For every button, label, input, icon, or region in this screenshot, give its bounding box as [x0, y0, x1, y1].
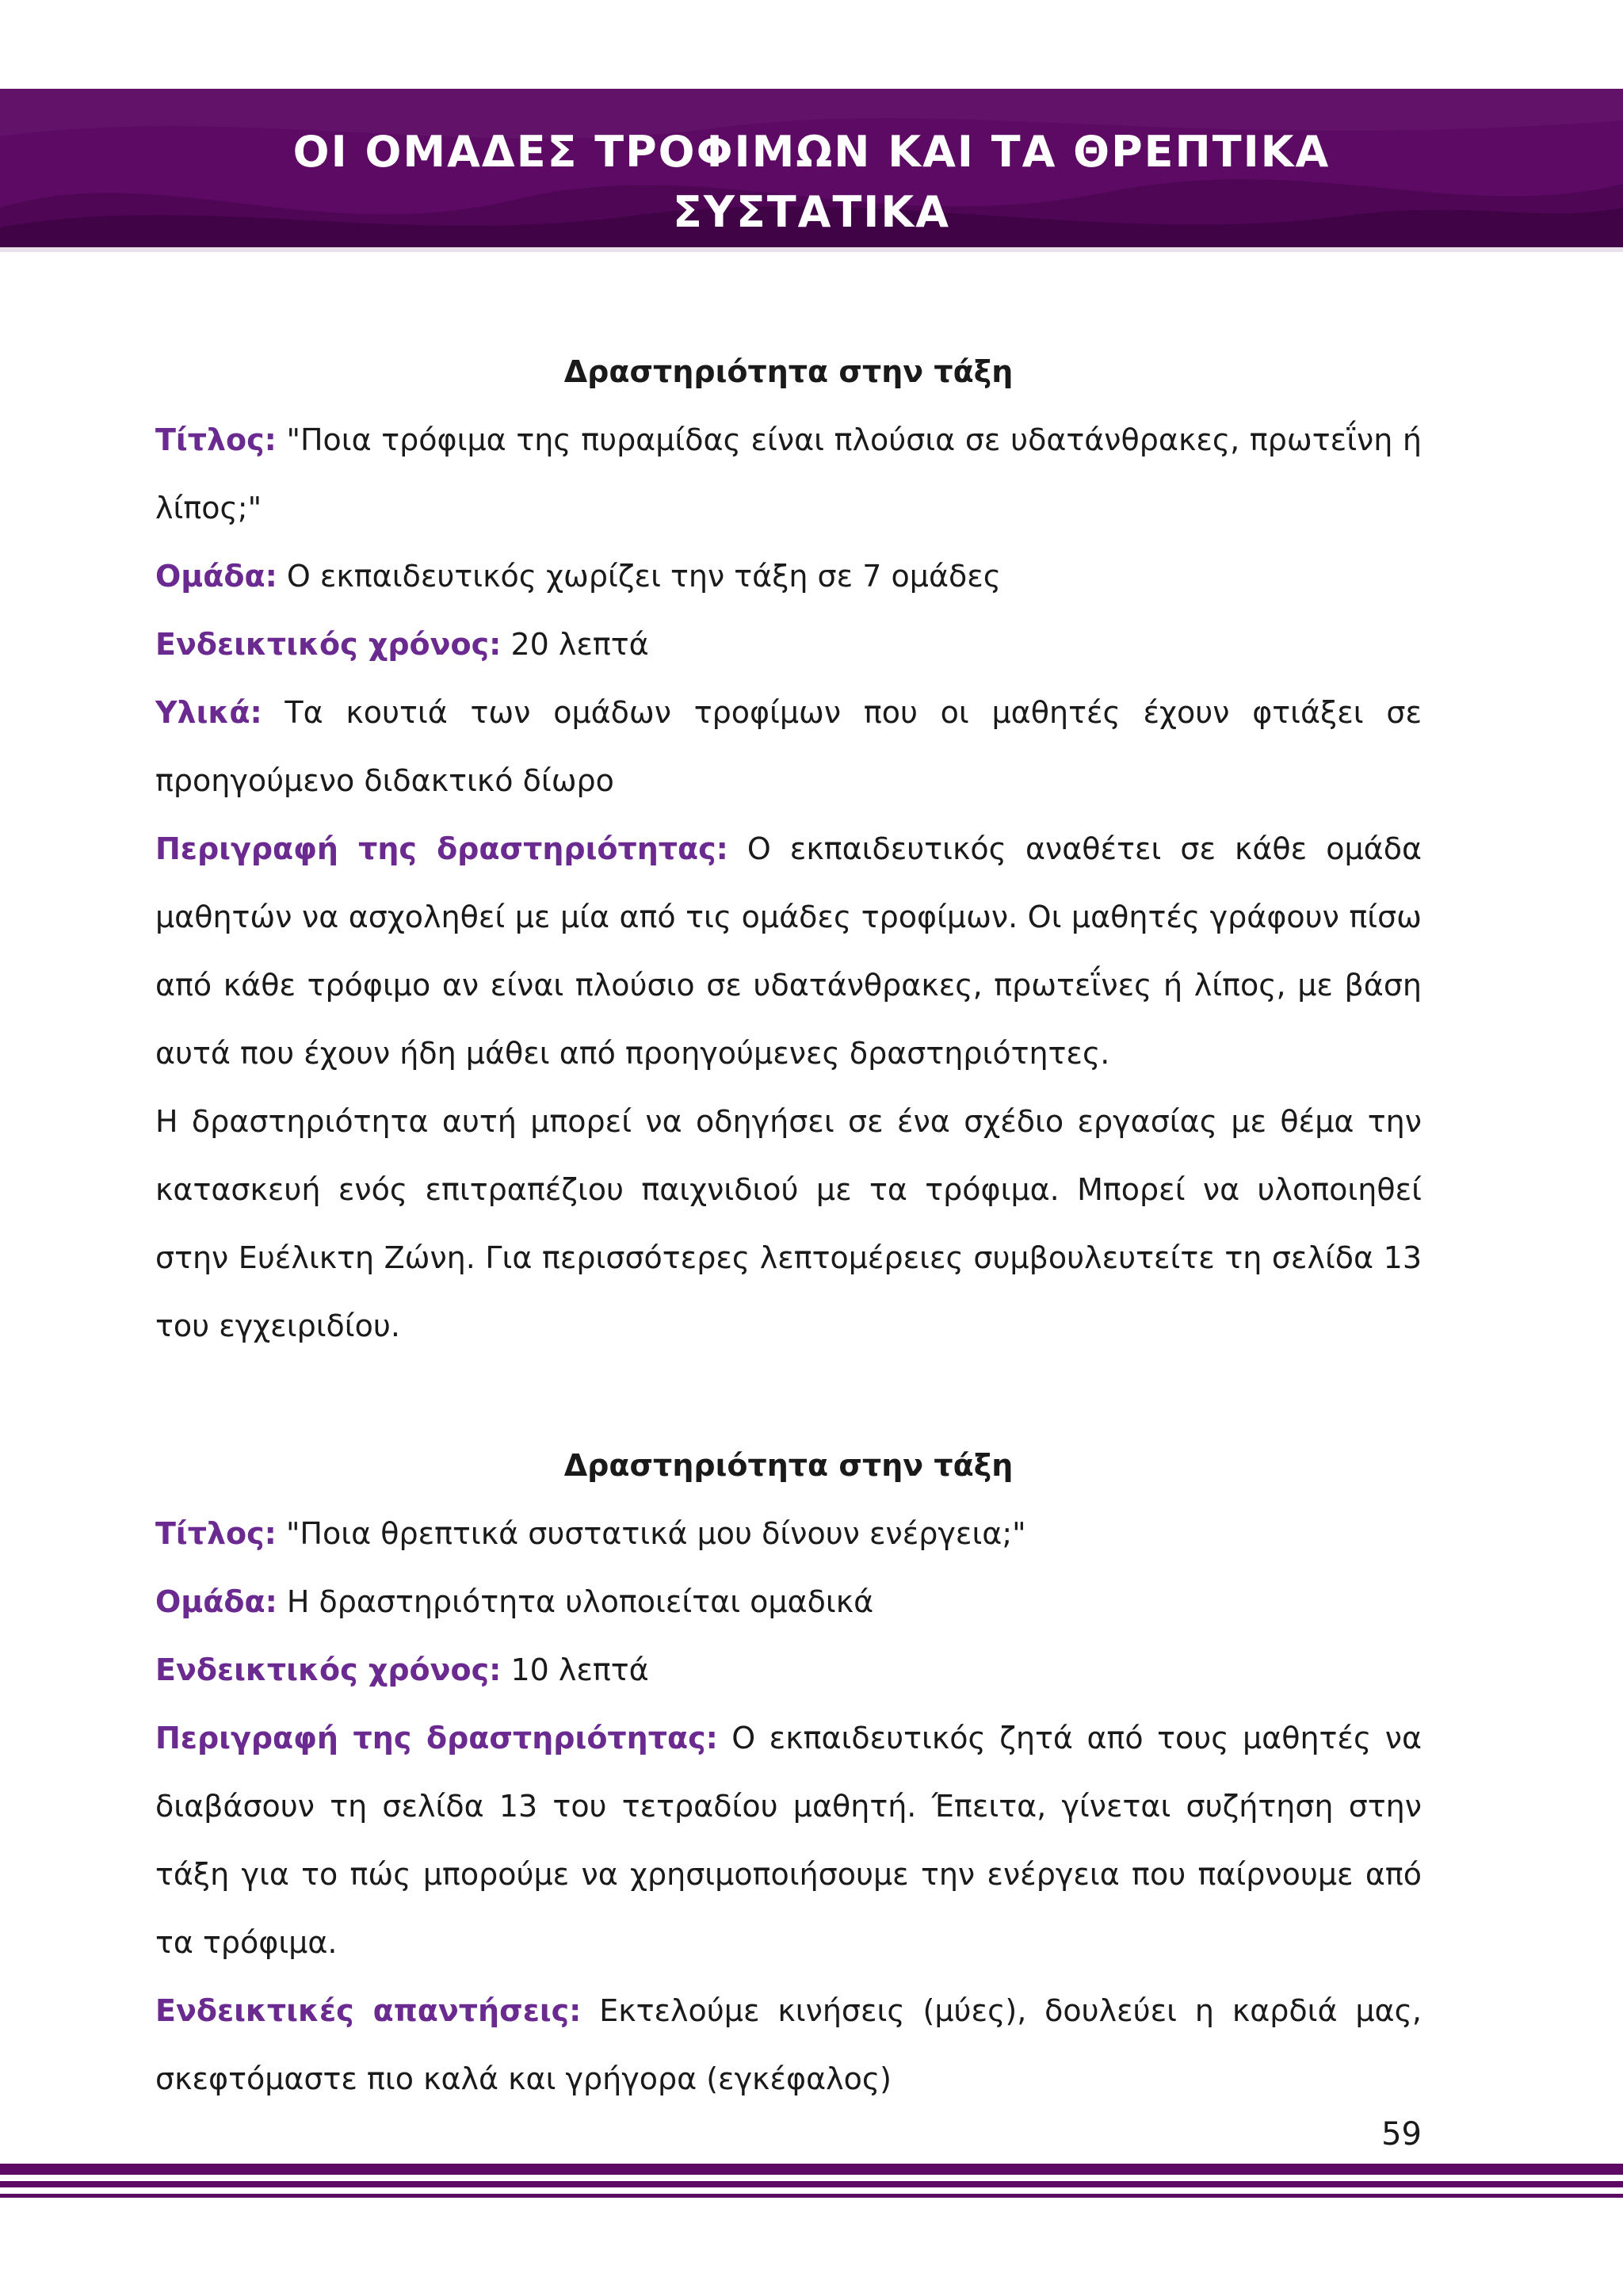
- description-text: Ο εκπαιδευτικός αναθέτει σε κάθε ομάδα μαθητών να ασχοληθεί με μία από τις ομάδες τροφίμων. Οι μαθητές γράφουν πίσω από κάθε τρόφιμο αν είναι πλούσιο σε υδατάνθρακες, πρωτεΐνες ή λίπος, με βάση αυτά που έχουν ήδη μάθει από προηγούμενες δραστηριότητες.: [155, 831, 1422, 1071]
- time-label: Ενδεικτικός χρόνος:: [155, 627, 502, 662]
- activity-description-row: [155, 815, 1422, 1087]
- footer-rule-middle: [0, 2181, 1623, 2187]
- description-text: Ο εκπαιδευτικός ζητά από τους μαθητές να διαβάσουν τη σελίδα 13 του τετραδίου μαθητή. Έπειτα, γίνεται συζήτηση στην τάξη για το πώς μπορούμε να χρησιμοποιήσουμε την ενέργεια που παίρνουμε από τα τρόφιμα.: [155, 1721, 1422, 1960]
- activity-heading: Δραστηριότητα στην τάξη: [563, 1448, 1014, 1483]
- footer-rule-top: [0, 2164, 1623, 2175]
- activity-section-1: [155, 338, 1422, 1360]
- title-text: "Ποια τρόφιμα της πυραμίδας είναι πλούσια σε υδατάνθρακες, πρωτεΐνη ή λίπος;": [155, 422, 1422, 525]
- time-text: 20 λεπτά: [501, 627, 649, 662]
- page-number: 59: [1381, 2116, 1422, 2153]
- description-label: Περιγραφή της δραστηριότητας:: [155, 1721, 718, 1755]
- title-label: Τίτλος:: [155, 1516, 277, 1551]
- time-text: 10 λεπτά: [501, 1652, 649, 1687]
- activity-group-row: [155, 542, 1422, 610]
- activity-description-row: [155, 1704, 1422, 1977]
- group-text: Ο εκπαιδευτικός χωρίζει την τάξη σε 7 ομάδες: [277, 559, 1002, 594]
- activity-title-row: [155, 1499, 1422, 1568]
- activity-answers-row: [155, 1977, 1422, 2113]
- answers-label: Ενδεικτικές απαντήσεις:: [155, 1993, 582, 2028]
- activity-materials-row: [155, 678, 1422, 815]
- group-label: Ομάδα:: [155, 1584, 277, 1619]
- banner-shadow: [0, 247, 1623, 252]
- description-label: Περιγραφή της δραστηριότητας:: [155, 831, 728, 866]
- group-text: Η δραστηριότητα υλοποιείται ομαδικά: [277, 1584, 874, 1619]
- footer-rule-bottom: [0, 2194, 1623, 2198]
- page-title-line2: ΣΥΣΤΑΤΙΚΑ: [672, 187, 951, 237]
- materials-label: Υλικά:: [155, 695, 262, 730]
- activity-time-row: [155, 1636, 1422, 1704]
- answers-text: Εκτελούμε κινήσεις (μύες), δουλεύει η καρδιά μας, σκεφτόμαστε πιο καλά και γρήγορα (εγκέφαλος): [155, 1993, 1422, 2096]
- title-text: "Ποια θρεπτικά συστατικά μου δίνουν ενέργεια;": [276, 1516, 1026, 1551]
- page-title-line1: ΟΙ ΟΜΑΔΕΣ ΤΡΟΦΙΜΩΝ ΚΑΙ ΤΑ ΘΡΕΠΤΙΚΑ: [292, 127, 1331, 177]
- title-label: Τίτλος:: [155, 422, 277, 457]
- materials-text: Τα κουτιά των ομάδων τροφίμων που οι μαθητές έχουν φτιάξει σε προηγούμενο διδακτικό δίωρο: [155, 695, 1422, 798]
- page-title: [0, 122, 1623, 243]
- header-banner: [0, 89, 1623, 247]
- activity-note: Η δραστηριότητα αυτή μπορεί να οδηγήσει σε ένα σχέδιο εργασίας με θέμα την κατασκευή ενός επιτραπέζιου παιχνιδιού με τα τρόφιμα. Μπορεί να υλοποιηθεί στην Ευέλικτη Ζώνη. Για περισσότερες λεπτομέρειες συμβουλευτείτε τη σελίδα 13 του εγχειριδίου.: [155, 1104, 1422, 1343]
- group-label: Ομάδα:: [155, 559, 277, 594]
- activity-heading: Δραστηριότητα στην τάξη: [563, 354, 1014, 389]
- activity-group-row: [155, 1568, 1422, 1636]
- activity-time-row: [155, 610, 1422, 678]
- activity-title-row: [155, 406, 1422, 542]
- time-label: Ενδεικτικός χρόνος:: [155, 1652, 502, 1687]
- activity-section-2: [155, 1431, 1422, 2113]
